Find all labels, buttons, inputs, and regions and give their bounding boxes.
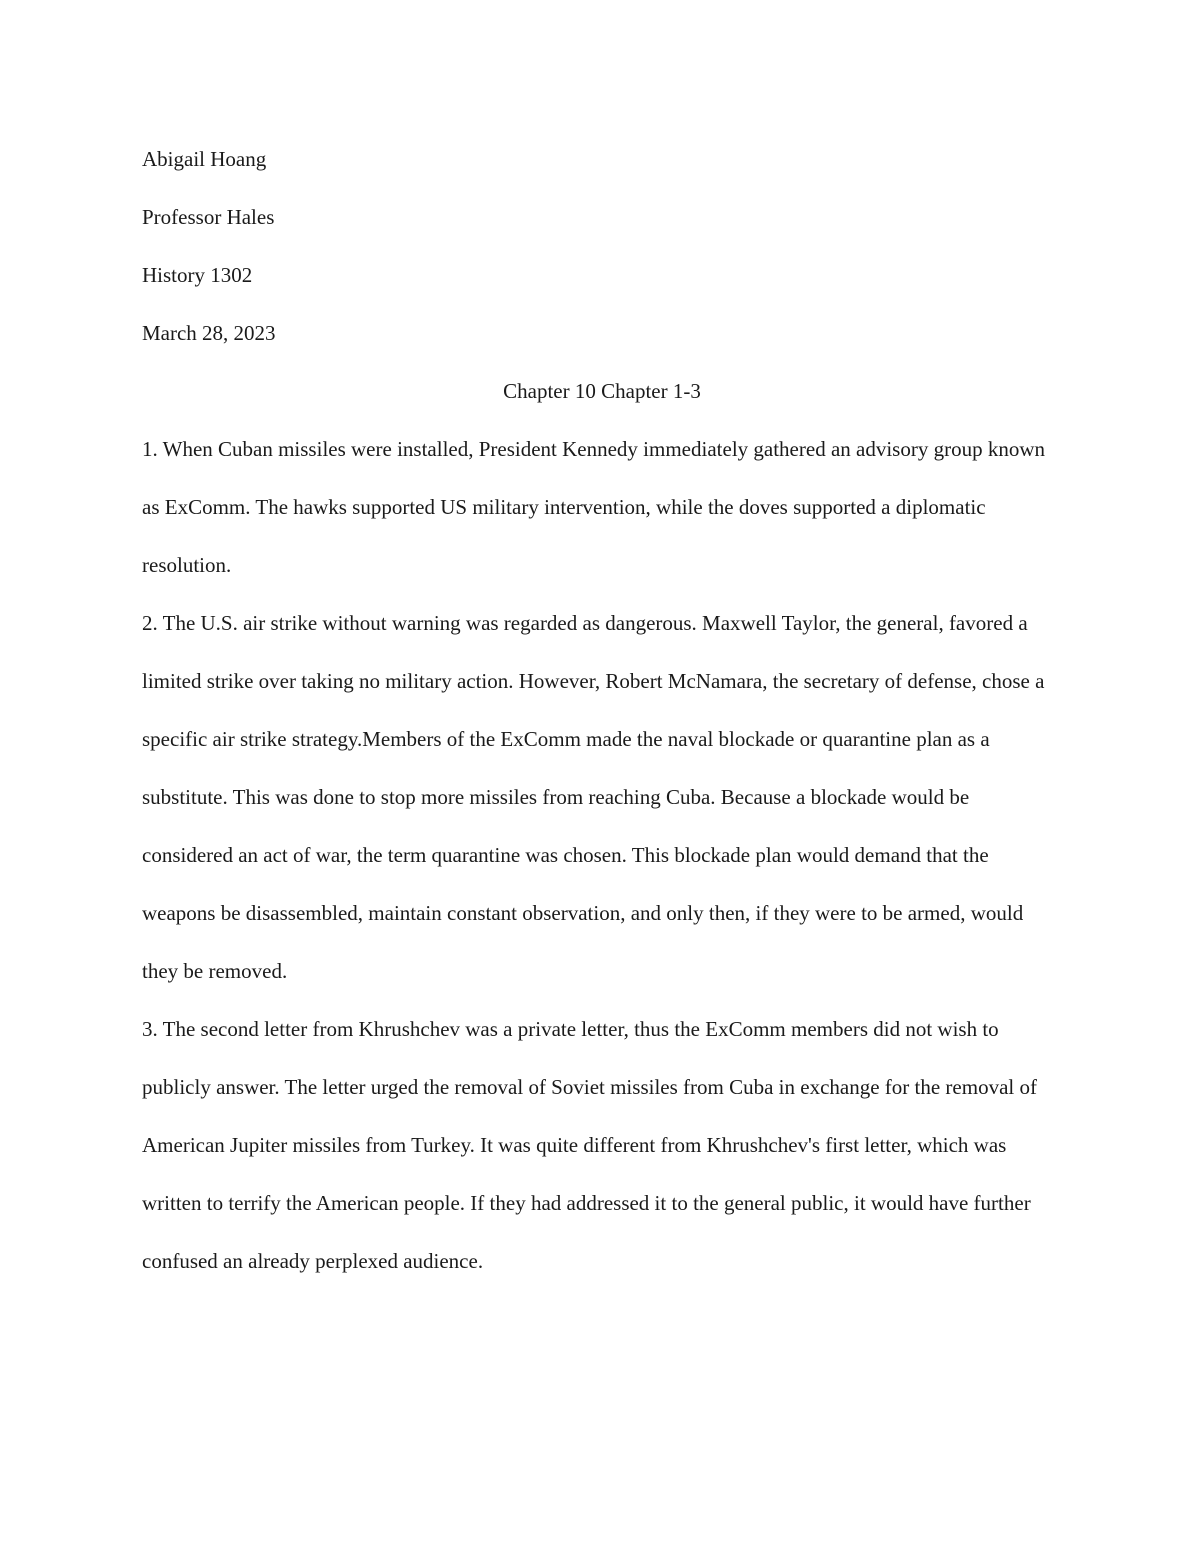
course-name: History 1302	[142, 263, 253, 287]
answer-2: 2. The U.S. air strike without warning was regarded as dangerous. Maxwell Taylor, the general, favored a limited strike over taking no military action. However, Robert McNamara, the secretary of defense, chose a specific air strike strategy.Members of the ExComm made the naval blockade or quarantine plan as a substitute. This was done to stop more missiles from reaching Cuba. Because a blockade would be considered an act of war, the term quarantine was chosen. This blockade plan would demand that the weapons be disassembled, maintain constant observation, and only then, if they were to be armed, would they be removed.	[142, 611, 1045, 983]
answer-1: 1. When Cuban missiles were installed, President Kennedy immediately gathered an advisory group known as ExComm. The hawks supported US military intervention, while the doves supported a diplomatic resolution.	[142, 437, 1045, 577]
student-name: Abigail Hoang	[142, 147, 267, 171]
professor-name: Professor Hales	[142, 205, 275, 229]
document-body	[142, 130, 1062, 1290]
document-title: Chapter 10 Chapter 1-3	[503, 379, 701, 403]
answer-3: 3. The second letter from Khrushchev was a private letter, thus the ExComm members did not wish to publicly answer. The letter urged the removal of Soviet missiles from Cuba in exchange for the removal of American Jupiter missiles from Turkey. It was quite different from Khrushchev's first letter, which was written to terrify the American people. If they had addressed it to the general public, it would have further confused an already perplexed audience.	[142, 1017, 1037, 1273]
document-date: March 28, 2023	[142, 321, 276, 345]
